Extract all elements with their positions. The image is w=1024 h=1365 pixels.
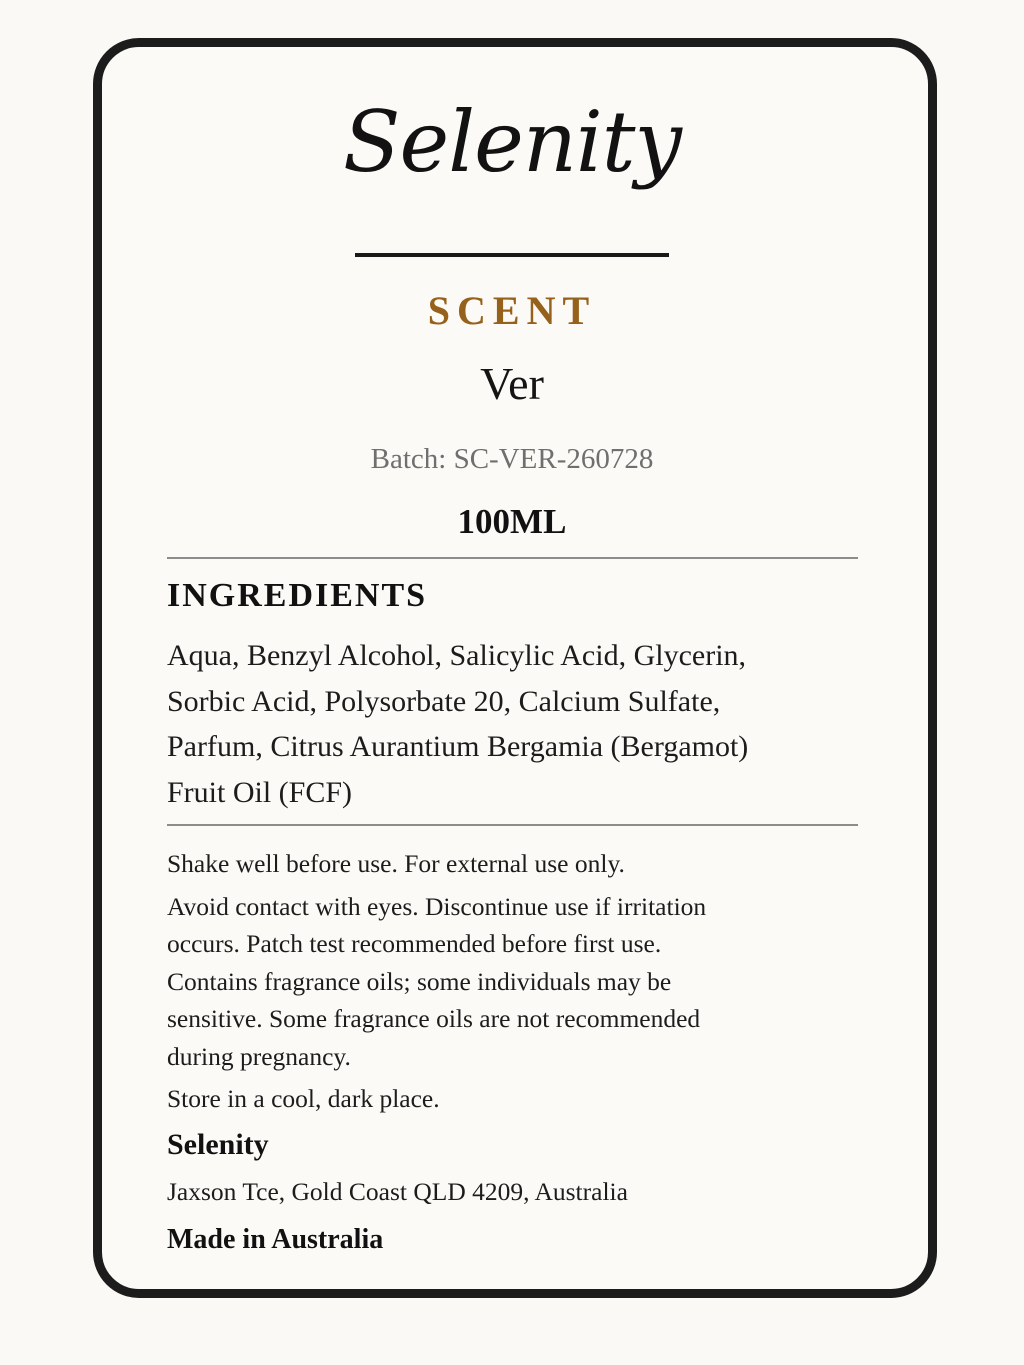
scent-heading: SCENT [427, 288, 597, 333]
batch-number: Batch: SC-VER-260728 [370, 443, 654, 475]
ingredients-line: Aqua, Benzyl Alcohol, Salicylic Acid, Glycerin, [167, 639, 747, 672]
warning-line: during pregnancy. [167, 1041, 351, 1071]
country-of-origin: Made in Australia [167, 1224, 384, 1255]
ingredients-heading: INGREDIENTS [167, 577, 428, 614]
logo-underline [355, 253, 669, 257]
company-address: Jaxson Tce, Gold Coast QLD 4209, Australia [167, 1177, 628, 1206]
warning-line: occurs. Patch test recommended before first use. [167, 929, 662, 958]
brand-logo: Selenity [342, 93, 681, 191]
warning-line: Avoid contact with eyes. Discontinue use if irritation [167, 891, 707, 921]
divider-top [167, 557, 858, 559]
warning-line: Contains fragrance oils; some individuals may be [167, 966, 672, 996]
warning-line: Shake well before use. For external use only. [167, 849, 625, 878]
ingredients-line: Fruit Oil (FCF) [167, 775, 353, 809]
ingredients-line: Sorbic Acid, Polysorbate 20, Calcium Sulfate, [167, 684, 721, 718]
warning-line: Store in a cool, dark place. [167, 1084, 440, 1113]
company-name: Selenity [167, 1128, 269, 1161]
volume-label: 100ML [457, 502, 567, 541]
ingredients-line: Parfum, Citrus Aurantium Bergamia (Bergamot) [167, 730, 749, 763]
divider-middle [167, 824, 858, 826]
warning-line: sensitive. Some fragrance oils are not recommended [167, 1004, 701, 1033]
usage-warnings [167, 845, 867, 1118]
ingredients-list [167, 633, 867, 815]
scent-name: Ver [480, 358, 544, 409]
